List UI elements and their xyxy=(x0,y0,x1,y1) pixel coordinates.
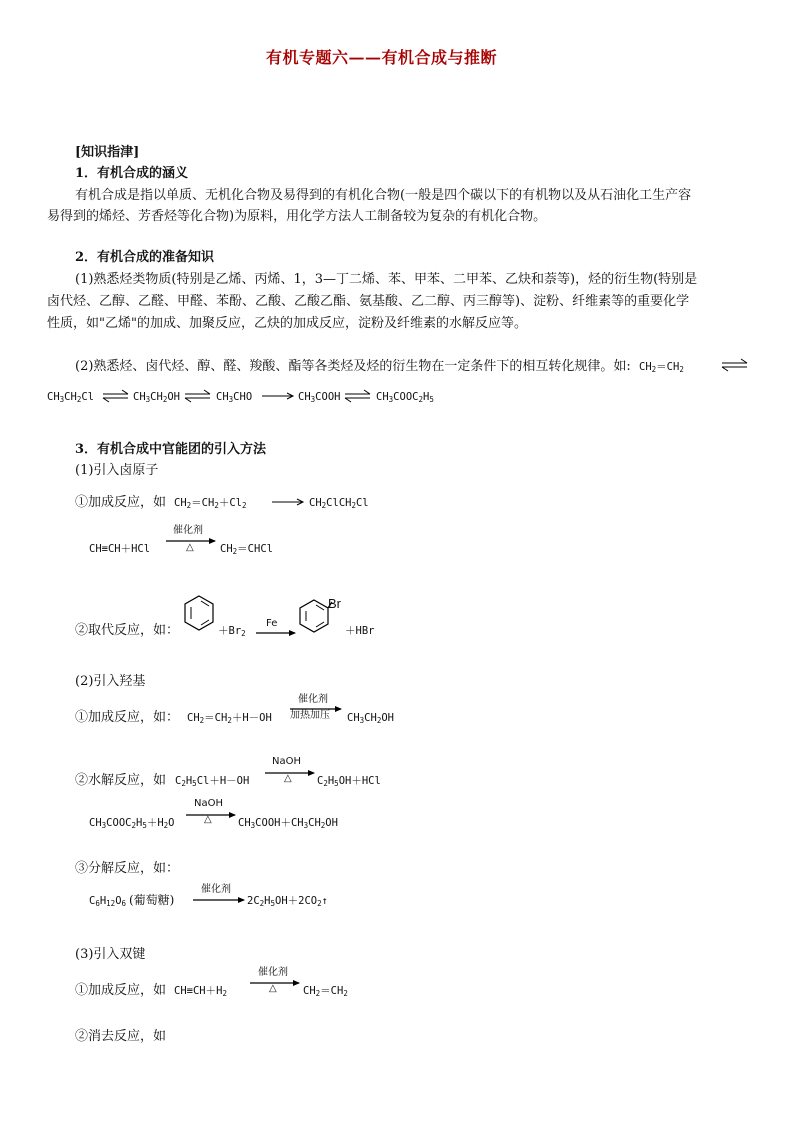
formula-ethanol-hcl: $C_2H_5OH+HCl$ xyxy=(317,775,381,788)
formula-ethanol-product: $CH_3CH_2OH$ xyxy=(347,712,394,725)
subsection-halogen: (1)引入卤原子 xyxy=(75,463,159,478)
benzene-ring-icon xyxy=(183,594,215,634)
decomposition-label: ③分解反应，如： xyxy=(75,861,180,876)
section-1-heading: 1．有机合成的涵义 xyxy=(75,166,189,181)
formula-chloroethane: $CH_3CH_2Cl$ xyxy=(47,391,94,404)
substitution-label: ②取代反应，如： xyxy=(75,623,180,638)
reaction-arrow-fe xyxy=(256,629,296,637)
addition-label-1: ①加成反应，如 xyxy=(75,495,167,510)
page-title: 有机专题六——有机合成与推断 xyxy=(266,48,498,67)
condition-naoh-2: NaOH xyxy=(194,798,223,809)
formula-ethyl-acetate-water: $CH_3COOC_2H_5+H_2O$ xyxy=(89,817,175,830)
formula-ethene-cl2: $CH_2=CH_2+Cl_2$ xyxy=(174,497,247,510)
condition-heat-3: △ xyxy=(204,814,212,825)
section-3-heading: 3．有机合成中官能团的引入方法 xyxy=(75,442,267,457)
condition-naoh-1: NaOH xyxy=(272,756,301,767)
section-1-line-2: 易得到的烯烃、芳香烃等化合物)为原料，用化学方法人工制备较为复杂的有机化合物。 xyxy=(47,209,547,224)
double-bond-addition-label: ①加成反应，如 xyxy=(75,983,167,998)
condition-heat-2: △ xyxy=(284,773,292,784)
forward-arrow-1 xyxy=(262,392,294,400)
formula-ethyl-acetate: $CH_3COOC_2H_5$ xyxy=(376,391,434,404)
formula-dichloroethane: $CH_2ClCH_2Cl$ xyxy=(309,497,369,510)
equilibrium-arrow-1 xyxy=(722,359,748,371)
subsection-hydroxyl: (2)引入羟基 xyxy=(75,674,146,689)
equilibrium-arrow-4 xyxy=(345,390,371,402)
equilibrium-arrow-3 xyxy=(185,390,211,402)
condition-catalyst-3: 催化剂 xyxy=(201,884,231,895)
condition-heat-1: △ xyxy=(186,542,194,553)
formula-hbr: ＋HBr xyxy=(345,625,375,637)
formula-vinyl-chloride: $CH_2=CHCl$ xyxy=(220,543,273,556)
section-2-p2-text: (2)熟悉烃、卤代烃、醇、醛、羧酸、酯等各类烃及烃的衍生物在一定条件下的相互转化规律。如: xyxy=(75,359,631,374)
equilibrium-arrow-2 xyxy=(103,390,129,402)
formula-ethanol: $CH_3CH_2OH$ xyxy=(133,391,180,404)
section-2-p1-line-3: 性质，如"乙烯"的加成、加聚反应，乙炔的加成反应，淀粉及纤维素的水解反应等。 xyxy=(47,316,527,331)
condition-fe: Fe xyxy=(266,618,278,629)
formula-acetic-acid-ethanol: $CH_3COOH+CH_3CH_2OH$ xyxy=(238,817,338,830)
section-2-p1-line-2: 卤代烃、乙醇、乙醛、甲醛、苯酚、乙酸、乙酸乙酯、氨基酸、乙二醇、丙三醇等)、淀粉、纤维素等的重要化学 xyxy=(47,294,690,309)
formula-chloroethane-water: $C_2H_5Cl+H-OH$ xyxy=(175,775,250,788)
subsection-double-bond: (3)引入双键 xyxy=(75,947,146,962)
condition-heat-4: △ xyxy=(269,983,277,994)
formula-ethene-product: $CH_2=CH_2$ xyxy=(303,985,348,998)
section-2-p1-line-1: (1)熟悉烃类物质(特别是乙烯、丙烯、1，3—丁二烯、苯、甲苯、二甲苯、乙炔和萘等)，烃的衍生物(特别是 xyxy=(75,272,698,287)
glucose-label: (葡萄糖) xyxy=(129,893,175,907)
condition-catalyst-4: 催化剂 xyxy=(258,967,288,978)
condition-catalyst-1: 催化剂 xyxy=(173,525,203,536)
section-1-line-1: 有机合成是指以单质、无机化合物及易得到的有机化合物(一般是四个碳以下的有机物以及从石油化工生产容 xyxy=(75,188,692,203)
condition-catalyst-2: 催化剂 xyxy=(298,694,328,705)
substituent-br-label: Br xyxy=(328,596,341,611)
section-label: [知识指津] xyxy=(75,145,140,160)
hydroxyl-addition-label: ①加成反应，如： xyxy=(75,710,180,725)
formula-acetylene-h2: $CH\equiv CH+H_2$ xyxy=(174,985,227,998)
formula-fermentation-products: $2C_2H_5OH+2CO_2↑$ xyxy=(247,895,328,908)
condition-heat-pressure: 加热加压 xyxy=(290,710,330,721)
formula-acetic-acid: $CH_3COOH$ xyxy=(298,391,341,404)
hydrolysis-label: ②水解反应，如 xyxy=(75,773,167,788)
section-2-heading: 2．有机合成的准备知识 xyxy=(75,250,215,265)
formula-acetylene-hcl: CH≡CH＋HCl xyxy=(89,543,151,555)
formula-acetaldehyde: $CH_3CHO$ xyxy=(216,391,253,404)
forward-arrow-2 xyxy=(272,498,304,506)
formula-glucose: $C_6H_{12}O_6$ xyxy=(89,895,127,908)
formula-br2: $+Br_2$ xyxy=(218,625,246,638)
elimination-label: ②消去反应，如 xyxy=(75,1029,167,1044)
formula-ethene-water: $CH_2=CH_2+H-OH$ xyxy=(187,712,272,725)
formula-ethene-chain: $CH_2=CH_2$ xyxy=(639,361,684,374)
reaction-arrow-catalyst-3 xyxy=(193,896,245,904)
